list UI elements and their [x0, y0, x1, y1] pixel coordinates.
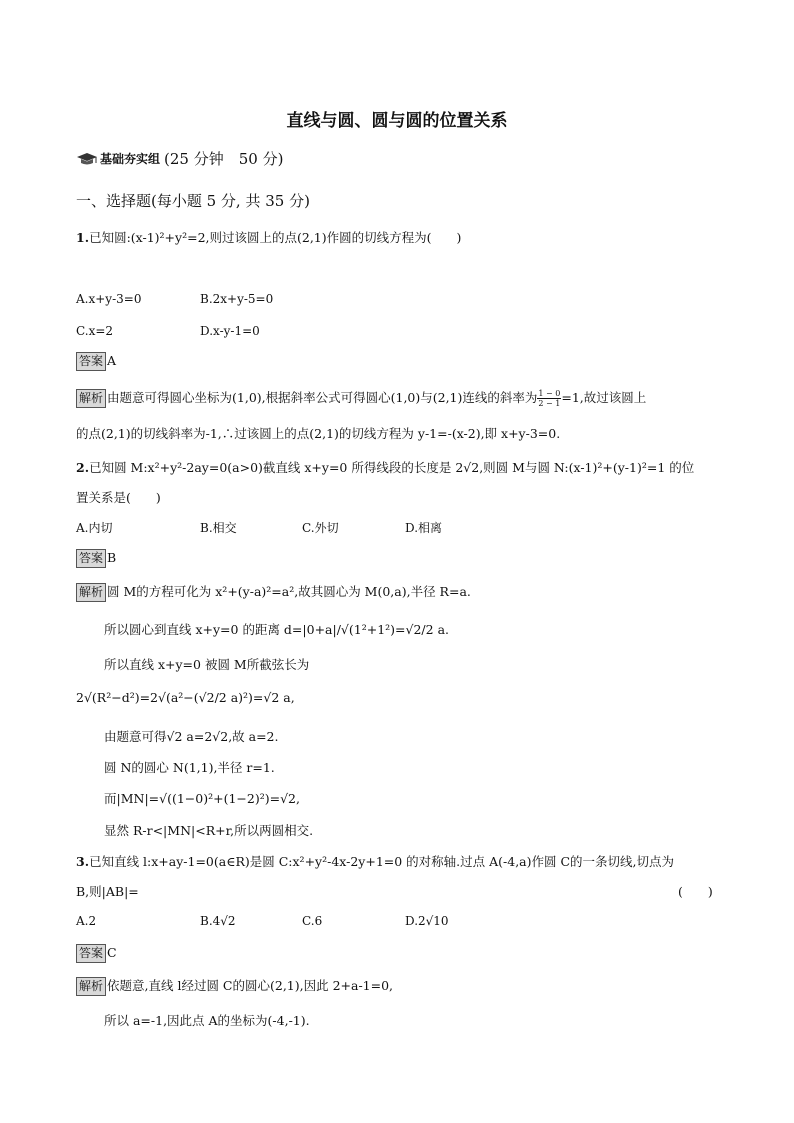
question-number: 3. — [76, 854, 90, 869]
analysis-tag: 解析 — [76, 389, 106, 408]
analysis-row — [76, 388, 646, 408]
group-label: 基础夯实组 — [100, 152, 161, 166]
analysis-line: 由题意可得√2 a=2√2,故 a=2. — [104, 729, 279, 744]
analysis-text: =1,故过该圆上 — [561, 390, 647, 405]
section-heading: 一、选择题(每小题 5 分, 共 35 分) — [76, 192, 310, 210]
option-c: C.6 — [302, 914, 323, 928]
option-b: B.相交 — [200, 521, 237, 535]
answer-row — [76, 549, 116, 568]
analysis-text: 依题意,直线 l经过圆 C的圆心(2,1),因此 2+a-1=0, — [107, 978, 394, 993]
question-text: 已知圆 M:x²+y²-2ay=0(a>0)截直线 x+y=0 所得线段的长度是 2√2,则圆 M与圆 N:(x-1)²+(y-1)²=1 的位 — [89, 460, 695, 475]
fraction-numerator: 1 − 0 — [538, 389, 561, 398]
option-a: A.2 — [76, 914, 97, 928]
analysis-text: 由题意可得圆心坐标为(1,0),根据斜率公式可得圆心(1,0)与(2,1)连线的斜率为 — [107, 390, 538, 405]
option-c: C.x=2 — [76, 324, 114, 338]
group-badge — [76, 150, 160, 167]
analysis-text: 圆 M的方程可化为 x²+(y-a)²=a²,故其圆心为 M(0,a),半径 R=a. — [107, 584, 471, 599]
analysis-line: 显然 R-r<|MN|<R+r,所以两圆相交. — [104, 823, 314, 838]
option-d: D.x-y-1=0 — [200, 324, 260, 338]
question-number: 2. — [76, 460, 90, 475]
answer-value: C — [107, 945, 117, 960]
question-text: 置关系是( ) — [76, 490, 161, 505]
option-a: A.内切 — [76, 521, 113, 535]
analysis-row — [76, 582, 471, 602]
analysis-tag: 解析 — [76, 977, 106, 996]
question-2 — [76, 458, 694, 476]
option-c: C.外切 — [302, 521, 339, 535]
slope-fraction — [537, 389, 561, 408]
answer-row — [76, 944, 117, 963]
answer-value: B — [107, 550, 117, 565]
option-d: D.2√10 — [405, 914, 449, 928]
question-number: 1. — [76, 230, 90, 245]
option-a: A.x+y-3=0 — [76, 292, 142, 306]
answer-row — [76, 352, 116, 371]
question-text: B,则|AB|= — [76, 884, 139, 899]
question-1 — [76, 228, 461, 246]
answer-tag: 答案 — [76, 944, 106, 963]
question-text: 已知直线 l:x+ay-1=0(a∈R)是圆 C:x²+y²-4x-2y+1=0 的对称轴.过点 A(-4,a)作圆 C的一条切线,切点为 — [89, 854, 675, 869]
analysis-tag: 解析 — [76, 583, 106, 602]
answer-paren: ( ) — [678, 884, 713, 899]
analysis-line: 所以直线 x+y=0 被圆 M所截弦长为 — [104, 657, 310, 672]
option-d: D.相离 — [405, 521, 443, 535]
analysis-line: 2√(R²−d²)=2√(a²−(√2/2 a)²)=√2 a, — [76, 690, 295, 705]
analysis-line: 的点(2,1)的切线斜率为-1,∴过该圆上的点(2,1)的切线方程为 y-1=-(x-2),即 x+y-3=0. — [76, 426, 561, 441]
group-header — [76, 148, 283, 169]
page-title: 直线与圆、圆与圆的位置关系 — [286, 111, 508, 131]
answer-tag: 答案 — [76, 352, 106, 371]
answer-value: A — [107, 353, 117, 368]
answer-tag: 答案 — [76, 549, 106, 568]
question-text: 已知圆:(x-1)²+y²=2,则过该圆上的点(2,1)作圆的切线方程为( ) — [89, 230, 462, 245]
analysis-row — [76, 976, 393, 996]
graduation-cap-icon — [76, 152, 98, 166]
analysis-line: 而|MN|=√((1−0)²+(1−2)²)=√2, — [104, 791, 300, 806]
group-time: (25 分钟 50 分) — [164, 150, 284, 168]
question-3 — [76, 852, 674, 870]
analysis-line: 圆 N的圆心 N(1,1),半径 r=1. — [104, 760, 275, 775]
option-b: B.4√2 — [200, 914, 236, 928]
fraction-denominator: 2 − 1 — [538, 399, 561, 408]
analysis-line: 所以 a=-1,因此点 A的坐标为(-4,-1). — [104, 1013, 310, 1028]
option-b: B.2x+y-5=0 — [200, 292, 274, 306]
analysis-line: 所以圆心到直线 x+y=0 的距离 d=|0+a|/√(1²+1²)=√2/2 a. — [104, 622, 449, 637]
